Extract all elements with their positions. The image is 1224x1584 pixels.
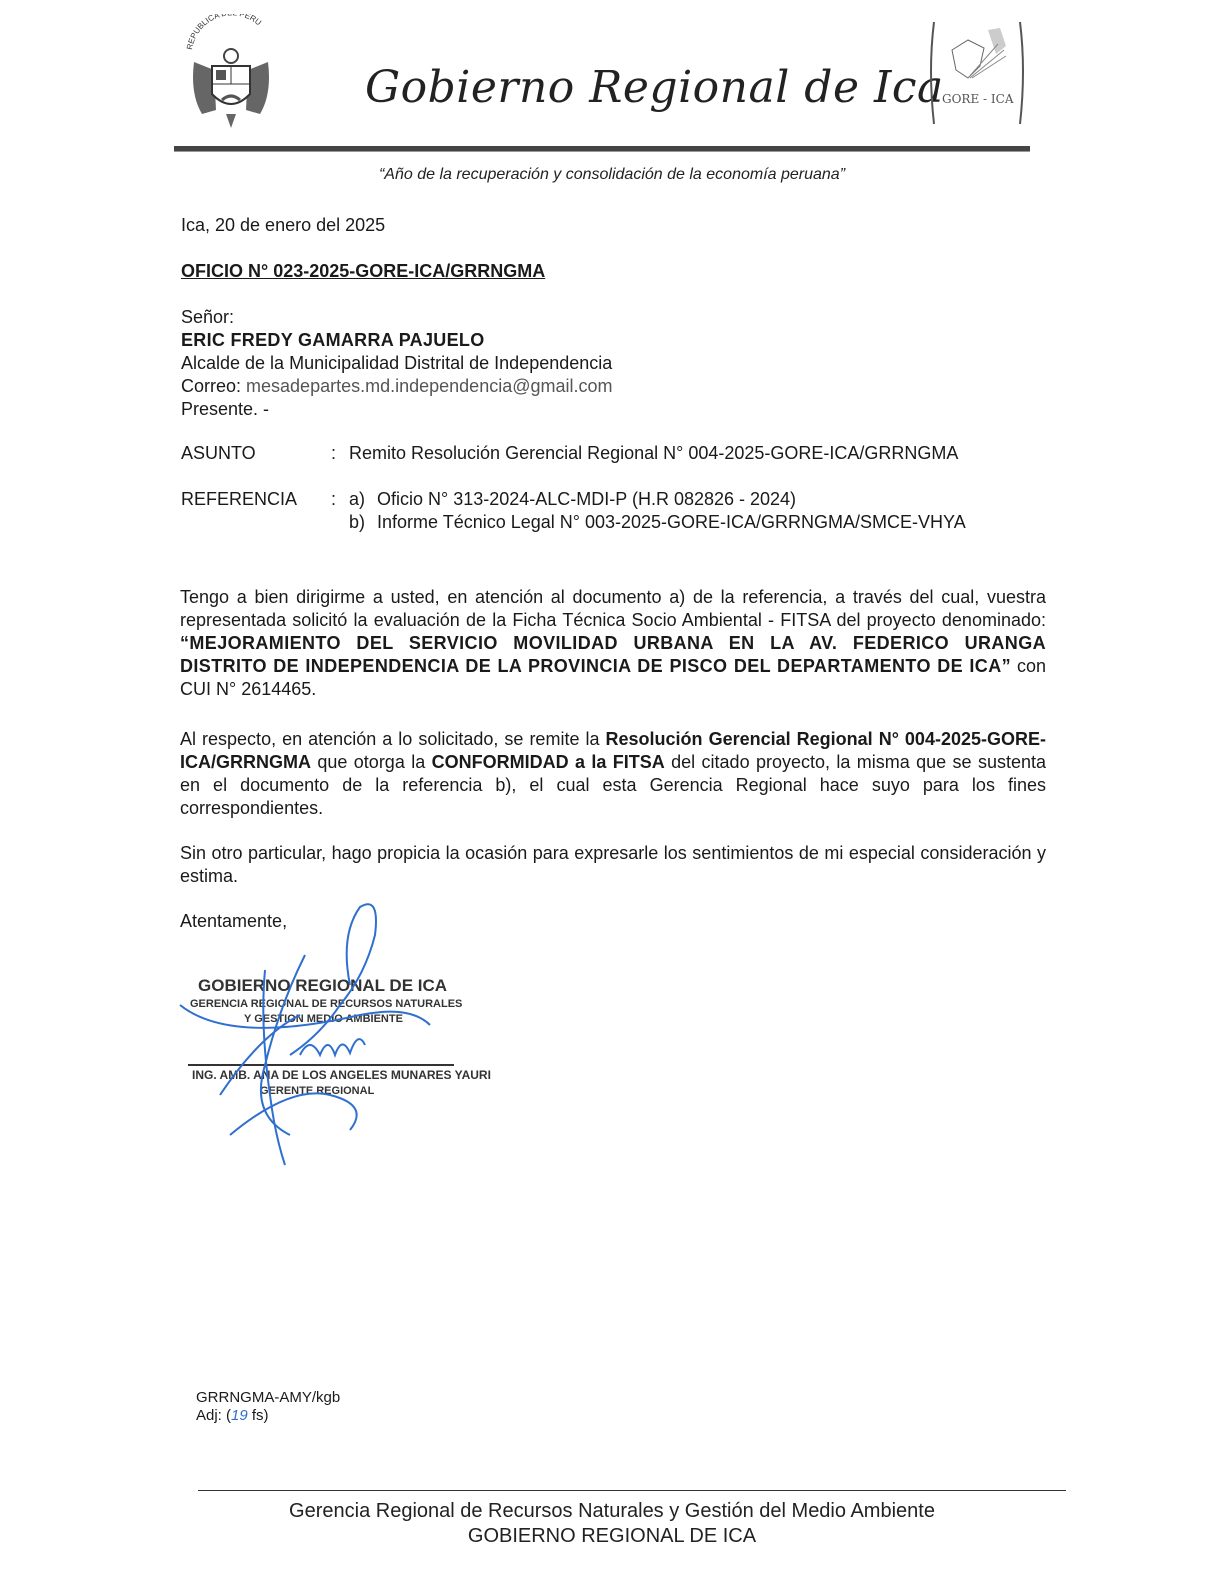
- p2-text-3: del citado proyecto, la misma que se sustenta en el documento de la referencia b), el cual esta Gerencia Regional hace suyo para los fines correspondientes.: [180, 752, 1046, 818]
- paragraph-3: Sin otro particular, hago propicia la ocasión para expresarle los sentimientos de mi especial consideración y estima.: [180, 843, 1046, 886]
- recipient-email-line: [181, 375, 613, 398]
- recipient-email: mesadepartes.md.independencia@gmail.com: [246, 376, 613, 396]
- signer-name: ING. AMB. ANA DE LOS ANGELES MUNARES YAURI: [192, 1068, 491, 1082]
- year-motto: “Año de la recuperación y consolidación de la economía peruana”: [378, 166, 846, 183]
- p1-text: Tengo a bien dirigirme a usted, en atención al documento a) de la referencia, a través del cual, vuestra representada solicitó la evaluación de la Ficha Técnica Socio Ambiental - FITSA del proyecto denominado:: [180, 587, 1046, 630]
- recipient-title: Alcalde de la Municipalidad Distrital de Independencia: [181, 353, 613, 373]
- stamp-line-1: GOBIERNO REGIONAL DE ICA: [198, 976, 448, 995]
- referencia-b-key: b): [349, 512, 366, 532]
- logo-text: GORE - ICA: [942, 92, 1014, 106]
- recipient-block: [181, 306, 613, 421]
- asunto-colon: :: [331, 443, 337, 463]
- referencia-colon: :: [331, 489, 337, 509]
- initials: GRRNGMA-AMY/kgb: [196, 1389, 341, 1406]
- resolution-number: Resolución Gerencial Regional N° 004-2025-GORE-ICA/GRRNGMA: [180, 729, 1046, 772]
- referencia-a-key: a): [349, 489, 366, 509]
- adj-prefix: Adj: (: [196, 1407, 232, 1424]
- peru-coat-of-arms-seal: [186, 14, 276, 130]
- place-date: Ica, 20 de enero del 2025: [181, 215, 386, 235]
- signer-title: GERENTE REGIONAL: [260, 1085, 375, 1097]
- seal-text: REPUBLICA PERU: [186, 14, 264, 51]
- handwritten-signature: [170, 895, 470, 1175]
- salutation: Señor:: [181, 307, 235, 327]
- header-divider: [174, 146, 1030, 152]
- adj-suffix: fs): [247, 1407, 269, 1424]
- p2-text-2: que otorga la: [311, 752, 432, 772]
- asunto-label: ASUNTO: [181, 443, 256, 463]
- footer-line-1: Gerencia Regional de Recursos Naturales y Gestión del Medio Ambiente: [289, 1500, 935, 1522]
- closing: Atentamente,: [180, 911, 288, 931]
- referencia-b-text: Informe Técnico Legal N° 003-2025-GORE-ICA/GRRNGMA/SMCE-VHYA: [377, 512, 966, 532]
- oficio-number: OFICIO N° 023-2025-GORE-ICA/GRRNGMA: [181, 261, 546, 281]
- asunto-text: Remito Resolución Gerencial Regional N° 004-2025-GORE-ICA/GRRNGMA: [349, 443, 959, 463]
- paragraph-1: [180, 586, 1046, 701]
- recipient-name: ERIC FREDY GAMARRA PAJUELO: [181, 330, 485, 350]
- svg-text:REPUBLICA DEL PERU: [186, 14, 263, 50]
- project-name: “MEJORAMIENTO DEL SERVICIO MOVILIDAD URBANA EN LA AV. FEDERICO URANGA DISTRITO DE INDEPENDENCIA DE LA PROVINCIA DE PISCO DEL DEPARTAMENTO DE ICA”: [180, 633, 1046, 676]
- stamp-line-3: Y GESTION MEDIO AMBIENTE: [244, 1013, 403, 1025]
- p1-cui: con CUI N° 2614465.: [180, 656, 1046, 699]
- header-title: Gobierno Regional de Ica: [365, 62, 944, 113]
- footer-line-2: GOBIERNO REGIONAL DE ICA: [467, 1525, 757, 1547]
- adj-count: 19: [231, 1407, 248, 1424]
- paragraph-2: [180, 728, 1046, 820]
- stamp-line-2: GERENCIA REGIONAL DE RECURSOS NATURALES: [190, 998, 463, 1010]
- presente: Presente. -: [181, 399, 270, 419]
- attachments: [196, 1407, 269, 1425]
- conformidad: CONFORMIDAD a la FITSA: [431, 752, 665, 772]
- referencia-a-text: Oficio N° 313-2024-ALC-MDI-P (H.R 082826 - 2024): [377, 489, 797, 509]
- referencia-label: REFERENCIA: [181, 489, 298, 509]
- p2-text-1: Al respecto, en atención a lo solicitado, se remite la: [180, 729, 606, 749]
- gore-ica-logo: [928, 20, 1024, 126]
- email-label: Correo:: [181, 376, 247, 396]
- footer-divider: [198, 1490, 1066, 1491]
